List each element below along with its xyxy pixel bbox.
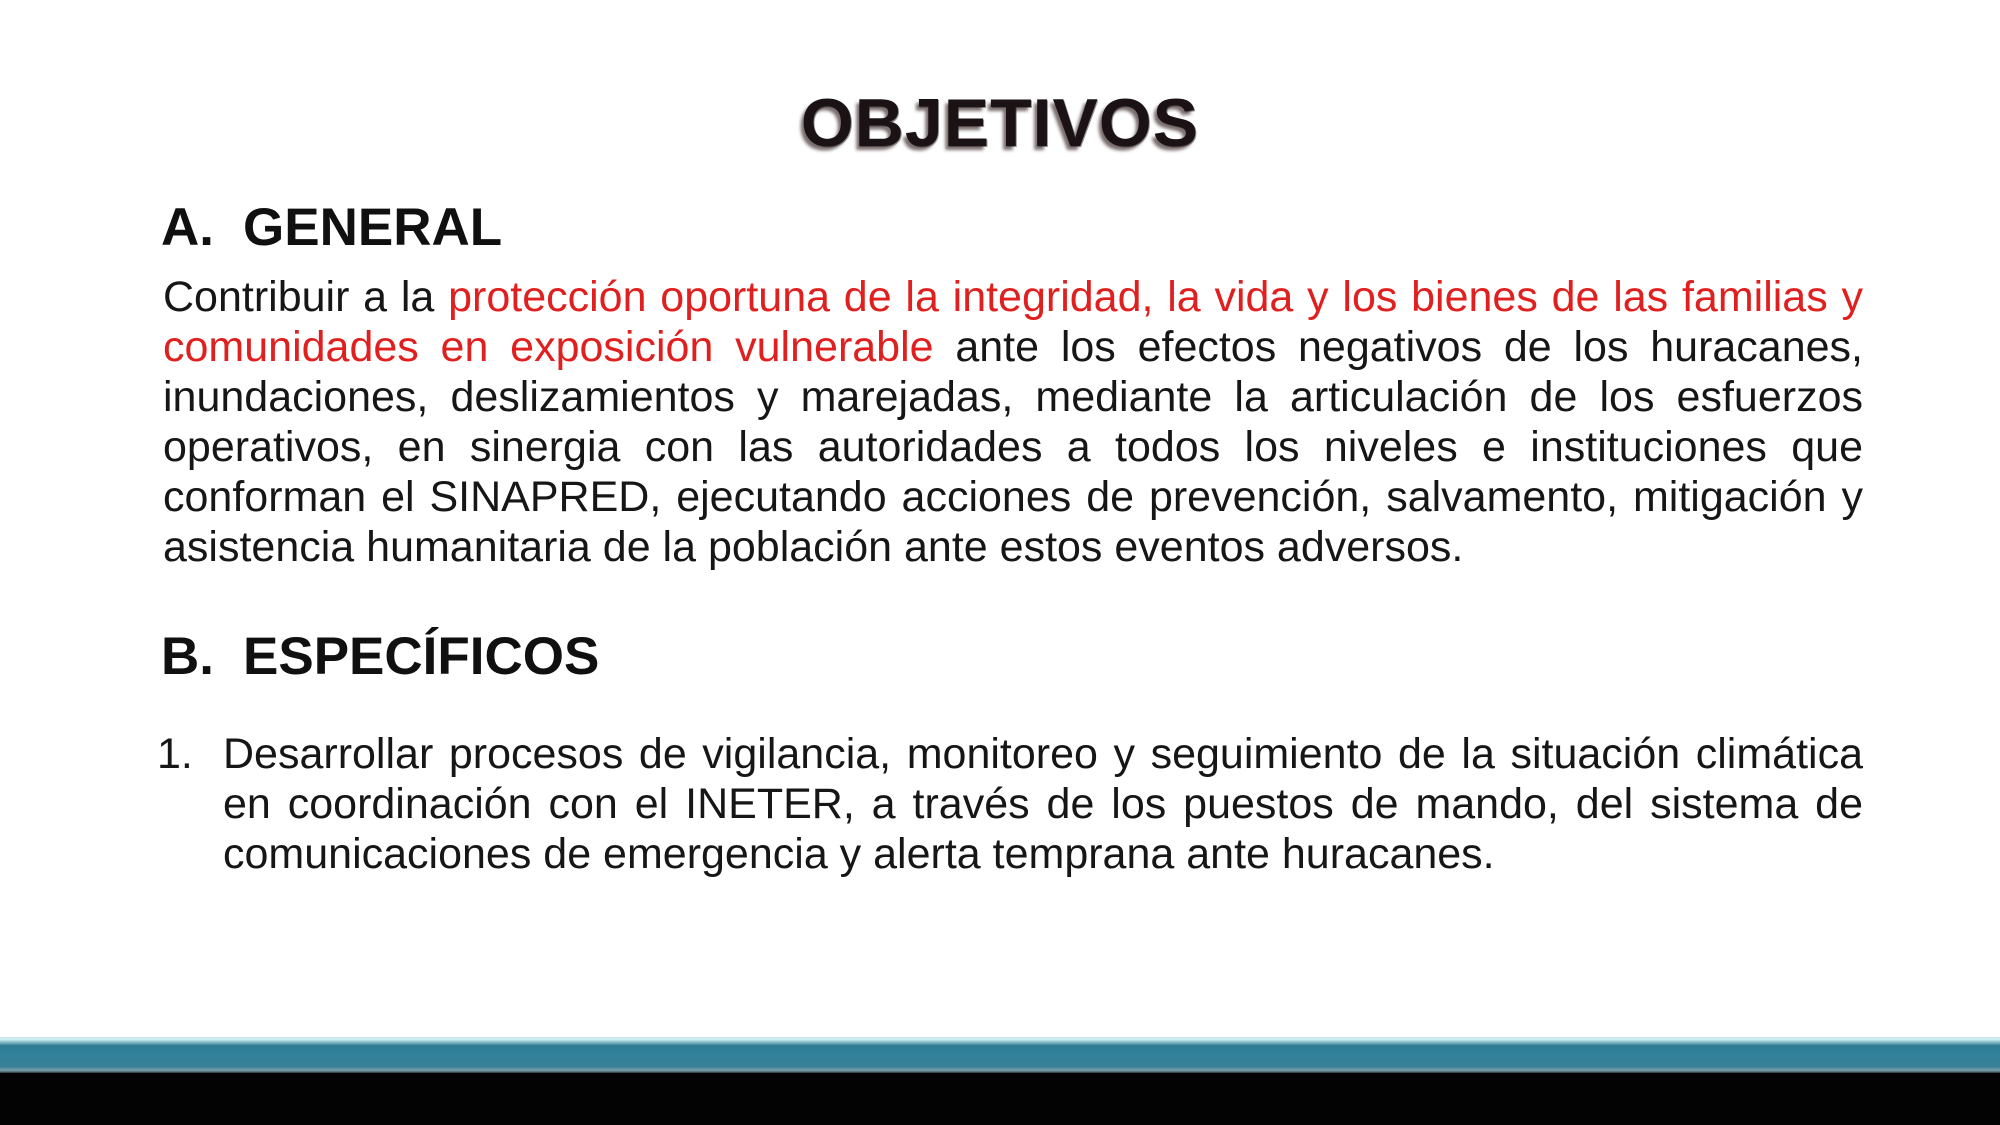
list-item-text: Desarrollar procesos de vigilancia, monitoreo y seguimiento de la situación climática en coordinación con el INETER, a través de los puestos de mando, del sistema de comunicaciones de emergencia y alerta temprana ante huracanes. bbox=[223, 730, 1863, 878]
paragraph-red-highlight: protección oportuna de la integridad, la vida y los bienes de las familias y comunidades en exposición vulnerable bbox=[163, 273, 1863, 371]
paragraph-black-suffix: ante los efectos negativos de los huracanes, inundaciones, deslizamientos y marejadas, mediante la articulación de los esfuerzos operativos, en sinergia con las autoridades a todos los niveles e instituciones que conforman el SINAPRED, ejecutando acciones de prevención, salvamento, mitigación y asistencia humanitaria de la población ante estos eventos adversos. bbox=[163, 323, 1863, 571]
section-b-heading bbox=[161, 629, 599, 685]
section-b-heading-text: ESPECÍFICOS bbox=[243, 627, 600, 686]
footer-black-bar bbox=[0, 1073, 2000, 1125]
paragraph-black-prefix: Contribuir a la bbox=[163, 273, 449, 321]
section-a-label: A. bbox=[161, 198, 214, 257]
footer-teal-bar bbox=[0, 1037, 2000, 1073]
section-a-paragraph bbox=[163, 272, 1863, 572]
section-a-heading-text: GENERAL bbox=[243, 198, 503, 257]
section-b-list bbox=[157, 729, 1863, 879]
list-item bbox=[157, 729, 1863, 879]
section-b-label: B. bbox=[161, 627, 214, 686]
section-a-heading bbox=[161, 200, 502, 256]
list-item-number: 1. bbox=[157, 730, 193, 778]
slide-title: OBJETIVOS bbox=[800, 85, 1200, 161]
